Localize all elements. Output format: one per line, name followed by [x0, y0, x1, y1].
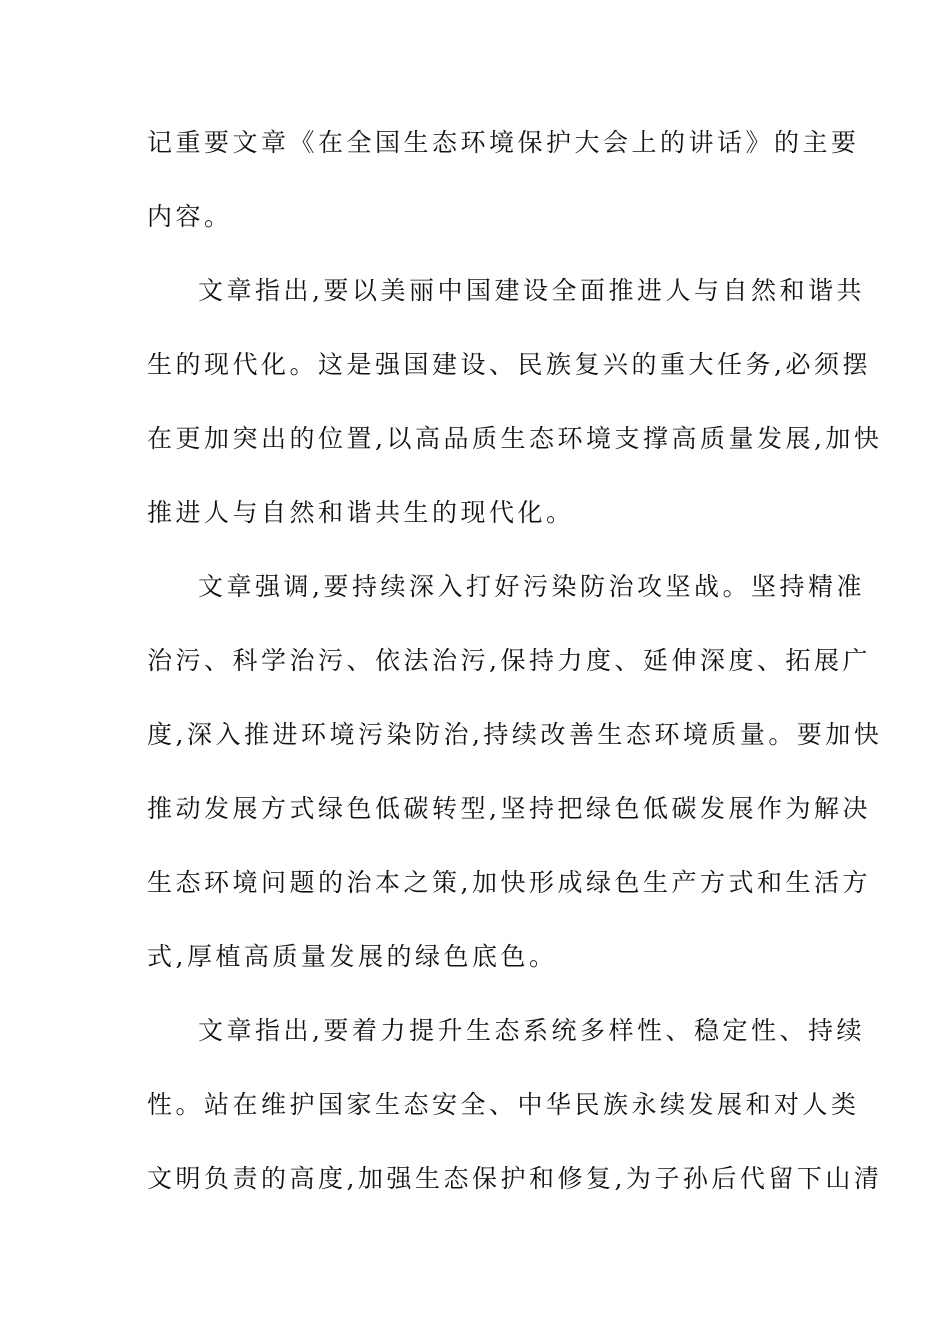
- paragraph-modernization: [147, 268, 883, 564]
- text-line: 推进人与自然和谐共生的现代化。: [147, 498, 575, 527]
- text-line: 内容。: [147, 202, 233, 231]
- text-line: 推动发展方式绿色低碳转型,坚持把绿色低碳发展作为解决: [147, 794, 871, 823]
- text-line: 治污、科学治污、依法治污,保持力度、延伸深度、拓展广: [147, 646, 871, 675]
- text-line: 式,厚植高质量发展的绿色底色。: [147, 942, 558, 971]
- text-line: 生的现代化。这是强国建设、民族复兴的重大任务,必须摆: [147, 350, 871, 379]
- text-line: 文章指出,要以美丽中国建设全面推进人与自然和谐共: [198, 276, 865, 305]
- text-line: 生态环境问题的治本之策,加快形成绿色生产方式和生活方: [147, 868, 871, 897]
- paragraph-pollution-control: [147, 564, 883, 1008]
- text-line: 记重要文章《在全国生态环境保护大会上的讲话》的主要: [147, 128, 860, 157]
- text-line: 性。站在维护国家生态安全、中华民族永续发展和对人类: [147, 1090, 860, 1119]
- text-line: 在更加突出的位置,以高品质生态环境支撑高质量发展,加快: [147, 424, 883, 453]
- text-line: 文明负责的高度,加强生态保护和修复,为子孙后代留下山清: [147, 1164, 883, 1193]
- text-line: 文章指出,要着力提升生态系统多样性、稳定性、持续: [198, 1016, 865, 1045]
- paragraph-ecosystem: [147, 1008, 883, 1230]
- text-line: 度,深入推进环境污染防治,持续改善生态环境质量。要加快: [147, 720, 883, 749]
- document-body: [147, 120, 883, 1230]
- text-line: 文章强调,要持续深入打好污染防治攻坚战。坚持精准: [198, 572, 865, 601]
- paragraph-continued: [147, 120, 860, 268]
